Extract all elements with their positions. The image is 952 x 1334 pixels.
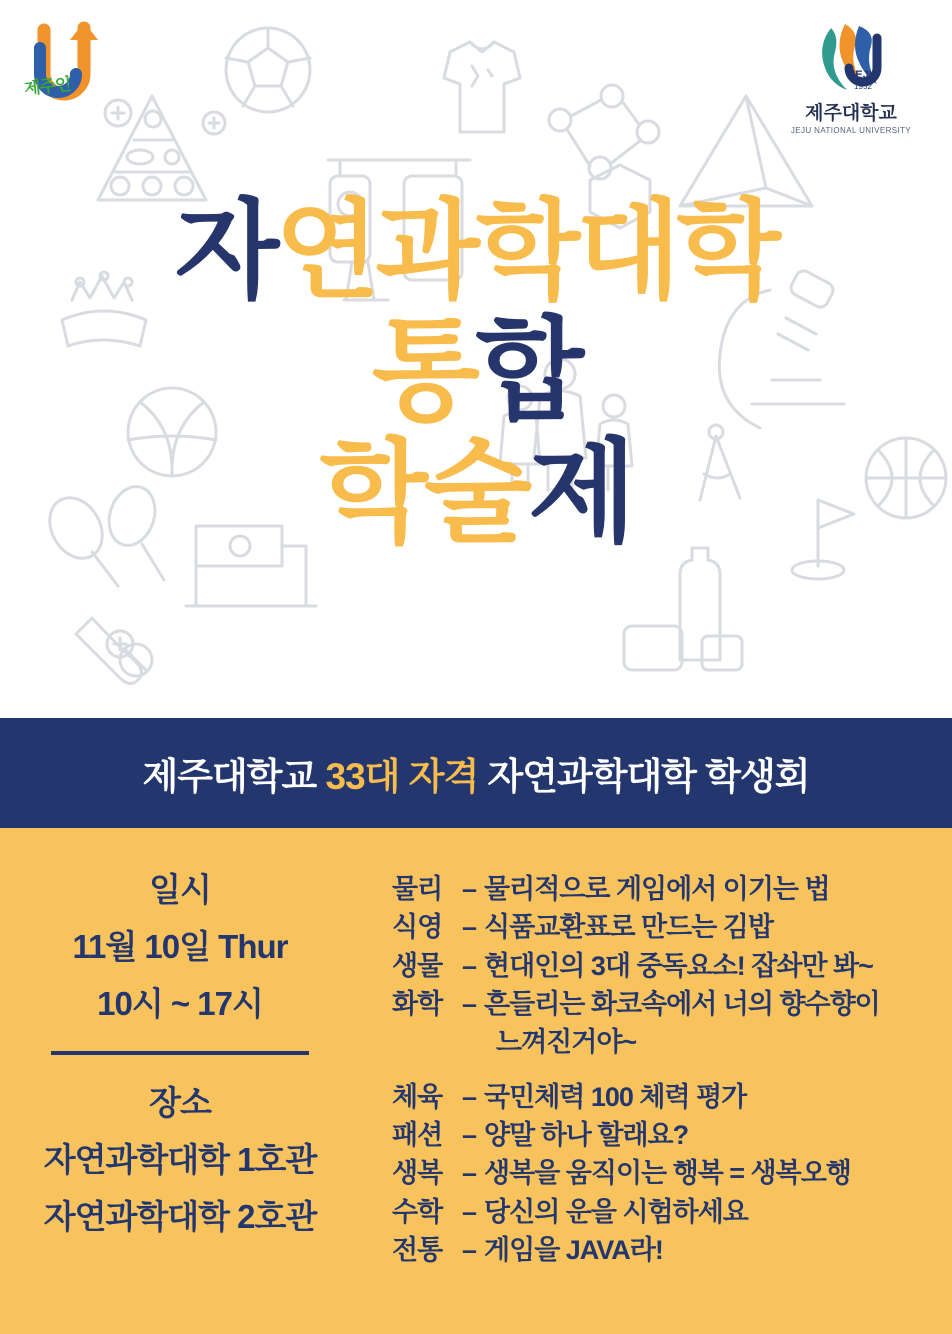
- program-dept: 패션: [392, 1119, 443, 1150]
- event-details: [0, 828, 360, 1334]
- program-dash: –: [462, 1119, 477, 1150]
- program-dash: –: [462, 874, 477, 904]
- program-desc: 양말 하나 할래요?: [484, 1119, 689, 1150]
- tshirt-icon: [444, 42, 520, 132]
- list-item: [392, 1078, 926, 1116]
- jeju-national-university-emblem-icon: [801, 22, 901, 96]
- list-item: [392, 947, 926, 985]
- list-item: [392, 1154, 926, 1192]
- date-line-2: 10시 ~ 17시: [97, 985, 263, 1022]
- soccer-ball-icon: [226, 28, 310, 112]
- program-dept: 수학: [392, 1196, 443, 1227]
- program-desc: 물리적으로 게임에서 이기는 법: [484, 874, 830, 904]
- place-label: 장소: [149, 1084, 211, 1121]
- program-list: [360, 828, 952, 1334]
- organizer-prefix: 제주대학교: [142, 756, 326, 797]
- program-desc: 현대인의 3대 중독요소! 잡솨만 봐~: [484, 950, 873, 981]
- date-line-1: 11월 10일 Thur: [72, 928, 288, 965]
- jeju-person-logo-text: 제주인: [23, 74, 72, 99]
- university-logo: [776, 22, 926, 135]
- program-dept: 전통: [392, 1234, 443, 1265]
- organizer-highlight: 33대 자격: [325, 756, 479, 797]
- poster-title: [0, 190, 952, 556]
- date-label: 일시: [149, 871, 211, 908]
- title-line-2-part-2: 합: [476, 308, 581, 434]
- program-dash: –: [462, 1234, 477, 1265]
- title-line-2: [0, 308, 952, 434]
- program-group-gap: [392, 1062, 926, 1078]
- list-item: [392, 985, 926, 1023]
- program-dept: 생복: [392, 1158, 443, 1189]
- university-name-ko: 제주대학교: [805, 103, 897, 124]
- list-item: [392, 1231, 926, 1269]
- program-dash: –: [462, 988, 477, 1019]
- title-line-3-part-1: 학술: [319, 430, 529, 556]
- svg-text:JEJU: JEJU: [849, 69, 877, 81]
- program-dash: –: [462, 1196, 477, 1227]
- jeju-person-logo: [22, 18, 132, 118]
- program-desc: 흔들리는 화코속에서 너의 향수향이: [484, 988, 880, 1019]
- program-dash: –: [462, 912, 477, 943]
- program-desc: 생복을 움직이는 행복 = 생복오행: [484, 1158, 851, 1189]
- section-divider: [51, 1051, 309, 1055]
- organizer-band: [0, 718, 952, 828]
- list-item: [392, 1193, 926, 1231]
- title-line-1: [0, 190, 952, 311]
- organizer-text: [143, 746, 810, 800]
- program-desc: 식품교환표로 만드는 김밥: [484, 912, 773, 943]
- svg-text:1952: 1952: [854, 82, 872, 91]
- program-dash: –: [462, 1158, 477, 1189]
- list-item: [392, 870, 926, 908]
- title-line-3: [0, 430, 952, 556]
- program-dash: –: [462, 950, 477, 981]
- cosmetic-bottles-icon: [624, 548, 742, 670]
- program-desc-continuation: 느껴진거야~: [496, 1027, 637, 1058]
- title-line-2-part-1: 통: [371, 308, 476, 434]
- title-line-1-part-1: 자: [175, 190, 276, 311]
- organizer-suffix: 자연과학대학 학생회: [478, 756, 810, 797]
- program-dept: 체육: [392, 1081, 443, 1112]
- university-name-en: JEJU NATIONAL UNIVERSITY: [790, 126, 912, 135]
- program-dept: 식영: [392, 912, 443, 943]
- program-desc: 당신의 운을 시험하세요: [484, 1196, 748, 1227]
- list-item: [392, 1116, 926, 1154]
- program-dash: –: [462, 1081, 477, 1112]
- program-dept: 생물: [392, 950, 443, 981]
- list-item: [392, 908, 926, 946]
- place-line-2: 자연과학대학 2호관: [43, 1198, 317, 1235]
- title-line-1-part-2: 연과학대학: [275, 190, 777, 311]
- title-line-3-part-2: 제: [528, 430, 633, 556]
- program-desc: 게임을 JAVA라!: [484, 1234, 663, 1265]
- info-panel: [0, 828, 952, 1334]
- arrow-up-j-logo-icon: [22, 18, 132, 118]
- program-dept: 화학: [392, 988, 443, 1019]
- program-dept: 물리: [392, 874, 443, 904]
- baseball-icon: [76, 618, 152, 684]
- program-desc: 국민체력 100 체력 평가: [484, 1081, 747, 1112]
- place-line-1: 자연과학대학 1호관: [43, 1141, 317, 1178]
